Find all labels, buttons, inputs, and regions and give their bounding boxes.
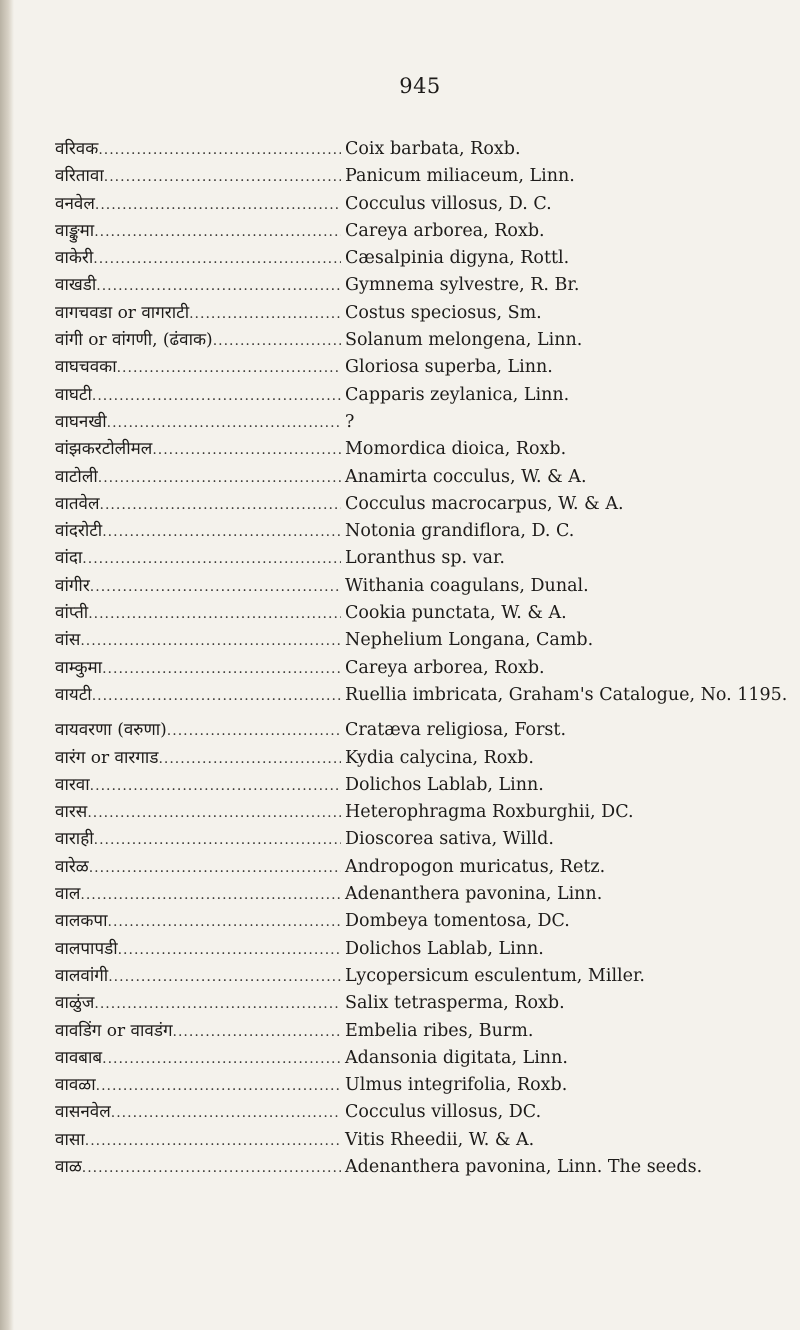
glossary-entry — [55, 990, 795, 1017]
vernacular-name-cell — [55, 936, 341, 963]
botanical-name: Loranthus sp. var. — [345, 548, 505, 569]
dot-leader — [94, 991, 341, 1017]
dot-leader — [117, 355, 341, 381]
botanical-name: Momordica dioica, Roxb. — [345, 439, 567, 460]
vernacular-name-cell — [55, 136, 341, 163]
glossary-entry — [55, 163, 795, 190]
dot-leader — [92, 683, 341, 709]
botanical-name: Cookia punctata, W. & A. — [345, 603, 567, 624]
vernacular-name-cell — [55, 990, 341, 1017]
vernacular-name: वांगीर — [55, 575, 90, 596]
glossary-entry — [55, 491, 795, 518]
dot-leader — [82, 546, 341, 572]
botanical-name: Adansonia digitata, Linn. — [345, 1047, 568, 1068]
botanical-name: Lycopersicum esculentum, Miller. — [345, 965, 645, 986]
dot-leader — [85, 1128, 341, 1154]
vernacular-name: वाळुंज — [55, 993, 95, 1014]
vernacular-name-cell — [55, 745, 341, 772]
botanical-name: Panicum miliaceum, Linn. — [345, 166, 575, 187]
vernacular-name: वाखडी — [55, 275, 97, 296]
dot-leader — [111, 1100, 341, 1126]
glossary-entry — [55, 1127, 795, 1154]
dot-leader — [96, 273, 341, 299]
vernacular-name-cell — [55, 354, 341, 381]
botanical-name: Dolichos Lablab, Linn. — [345, 938, 544, 959]
botanical-name: Anamirta cocculus, W. & A. — [345, 466, 587, 487]
botanical-name: Careya arborea, Roxb. — [345, 220, 545, 241]
dot-leader — [89, 855, 341, 881]
dot-leader — [102, 656, 341, 682]
vernacular-name-cell — [55, 409, 341, 436]
botanical-name: Adenanthera pavonina, Linn. The seeds. — [345, 1156, 703, 1177]
vernacular-name-cell — [55, 163, 341, 190]
dot-leader — [104, 164, 341, 190]
vernacular-name-cell — [55, 772, 341, 799]
dot-leader — [90, 574, 341, 600]
glossary-entry — [55, 518, 795, 545]
vernacular-name-cell — [55, 799, 341, 826]
glossary-entry — [55, 300, 795, 327]
book-binding-shadow — [0, 0, 14, 1330]
dot-leader — [98, 465, 341, 491]
botanical-name: Cocculus villosus, DC. — [345, 1102, 542, 1123]
dot-leader — [87, 800, 341, 826]
vernacular-name: वांदरोटी — [55, 521, 103, 542]
vernacular-name: वालपापडी — [55, 938, 118, 959]
vernacular-name-cell — [55, 518, 341, 545]
botanical-name: Cocculus macrocarpus, W. & A. — [345, 493, 624, 514]
vernacular-name-cell — [55, 826, 341, 853]
dot-leader — [189, 301, 341, 327]
page-number: 945 — [399, 74, 441, 98]
dot-leader — [94, 827, 341, 853]
vernacular-name: वायटी — [55, 684, 92, 705]
vernacular-name: वागचवडा or वागराटी — [55, 302, 190, 323]
vernacular-name: वासा — [55, 1129, 85, 1150]
glossary-entry — [55, 1154, 795, 1181]
vernacular-name: वारवा — [55, 774, 90, 795]
vernacular-name: वाङ्कुमा — [55, 220, 95, 241]
glossary-entry — [55, 191, 795, 218]
glossary-entry — [55, 682, 795, 709]
vernacular-name: वातवेल — [55, 493, 100, 514]
vernacular-name-cell — [55, 545, 341, 572]
vernacular-name-cell — [55, 1127, 341, 1154]
vernacular-name: वावळा — [55, 1075, 96, 1096]
vernacular-name-cell — [55, 881, 341, 908]
botanical-name: Cocculus villosus, D. C. — [345, 193, 552, 214]
botanical-name: Notonia grandiflora, D. C. — [345, 521, 575, 542]
vernacular-name: वारेळ — [55, 856, 89, 877]
glossary-entry — [55, 600, 795, 627]
glossary-entry — [55, 826, 795, 853]
glossary-entry — [55, 717, 795, 744]
vernacular-name: वाकेरी — [55, 248, 94, 269]
vernacular-name: वांप्ती — [55, 603, 89, 624]
vernacular-name-cell — [55, 436, 341, 463]
glossary-entry — [55, 245, 795, 272]
vernacular-name: वारंग or वारगाड — [55, 747, 159, 768]
botanical-name: Careya arborea, Roxb. — [345, 657, 545, 678]
vernacular-name: वाराही — [55, 829, 94, 850]
dot-leader — [108, 909, 342, 935]
vernacular-name: वालवांगी — [55, 965, 109, 986]
vernacular-name: वाघचवका — [55, 357, 117, 378]
vernacular-name-cell — [55, 1072, 341, 1099]
botanical-name: Ulmus integrifolia, Roxb. — [345, 1075, 568, 1096]
glossary-entry — [55, 218, 795, 245]
botanical-name: ? — [345, 411, 355, 432]
botanical-name: Withania coagulans, Dunal. — [345, 575, 589, 596]
botanical-name: Ruellia imbricata, Graham's Catalogue, No. 1195. — [345, 684, 788, 705]
vernacular-name: वाघटी — [55, 384, 92, 405]
vernacular-name: वाम्कुमा — [55, 657, 103, 678]
glossary-entry — [55, 627, 795, 654]
glossary-entry — [55, 1099, 795, 1126]
botanical-name: Nephelium Longana, Camb. — [345, 630, 594, 651]
vernacular-name: वरिवक — [55, 139, 99, 159]
vernacular-name-cell — [55, 300, 341, 327]
vernacular-name-cell — [55, 1099, 341, 1126]
vernacular-name-cell — [55, 682, 341, 709]
glossary-entry — [55, 545, 795, 572]
dot-leader — [88, 601, 341, 627]
dot-leader — [213, 328, 341, 354]
vernacular-name: वासनवेल — [55, 1102, 111, 1123]
botanical-name: Adenanthera pavonina, Linn. — [345, 884, 603, 905]
botanical-name: Gymnema sylvestre, R. Br. — [345, 275, 580, 296]
vernacular-name: वांस — [55, 630, 81, 651]
dot-leader — [98, 137, 341, 163]
vernacular-name-cell — [55, 327, 341, 354]
vernacular-name: वांदा — [55, 548, 83, 569]
botanical-name: Heterophragma Roxburghii, DC. — [345, 802, 634, 823]
dot-leader — [95, 192, 341, 218]
botanical-name: Salix tetrasperma, Roxb. — [345, 993, 565, 1014]
dot-leader — [102, 1046, 341, 1072]
botanical-name: Dolichos Lablab, Linn. — [345, 774, 544, 795]
dot-leader — [167, 718, 341, 744]
vernacular-name: वावडिंग or वावडंग — [55, 1020, 173, 1041]
botanical-name: Coix barbata, Roxb. — [345, 139, 521, 159]
vernacular-name-cell — [55, 191, 341, 218]
dot-leader — [118, 937, 341, 963]
vernacular-name: वावबाब — [55, 1047, 103, 1068]
vernacular-name-cell — [55, 627, 341, 654]
dot-leader — [96, 1073, 341, 1099]
botanical-name: Costus speciosus, Sm. — [345, 302, 542, 323]
vernacular-name: वांझकरटोलीमल — [55, 439, 153, 460]
vernacular-name: वाटोली — [55, 466, 98, 487]
dot-leader — [92, 383, 341, 409]
glossary-entry — [55, 772, 795, 799]
glossary-entry — [55, 908, 795, 935]
glossary-entry — [55, 272, 795, 299]
glossary-entry — [55, 799, 795, 826]
vernacular-name-cell — [55, 1045, 341, 1072]
dot-leader — [107, 410, 341, 436]
botanical-name: Dombeya tomentosa, DC. — [345, 911, 570, 932]
vernacular-name: वांगी or वांगणी, (ढंवाक) — [55, 330, 213, 351]
vernacular-name-cell — [55, 382, 341, 409]
glossary-entry — [55, 1072, 795, 1099]
dot-leader — [100, 492, 341, 518]
vernacular-name: वाळ — [55, 1156, 82, 1177]
botanical-name: Cæsalpinia digyna, Rottl. — [345, 248, 570, 269]
vernacular-name-cell — [55, 717, 341, 744]
vernacular-name: वाघनखी — [55, 411, 107, 432]
dot-leader — [94, 219, 341, 245]
glossary-entry — [55, 573, 795, 600]
botanical-name: Andropogon muricatus, Retz. — [345, 856, 606, 877]
vernacular-name-cell — [55, 963, 341, 990]
glossary-entry — [55, 464, 795, 491]
dot-leader — [82, 1155, 341, 1181]
botanical-name: Solanum melongena, Linn. — [345, 330, 583, 351]
dot-leader — [173, 1019, 341, 1045]
glossary-entry — [55, 409, 795, 436]
vernacular-name-cell — [55, 854, 341, 881]
vernacular-name: वालकपा — [55, 911, 108, 932]
vernacular-name-cell — [55, 245, 341, 272]
vernacular-name-cell — [55, 491, 341, 518]
glossary-entry — [55, 382, 795, 409]
botanical-name: Cratæva religiosa, Forst. — [345, 720, 567, 741]
glossary-entry — [55, 136, 795, 163]
glossary-list — [55, 136, 795, 1181]
vernacular-name: वायवरणा (वरुणा) — [55, 720, 167, 741]
dot-leader — [158, 746, 341, 772]
vernacular-name-cell — [55, 1154, 341, 1181]
vernacular-name: वाल — [55, 884, 81, 905]
vernacular-name-cell — [55, 600, 341, 627]
glossary-entry — [55, 436, 795, 463]
glossary-entry — [55, 327, 795, 354]
dot-leader — [90, 773, 341, 799]
glossary-entry — [55, 936, 795, 963]
glossary-entry — [55, 1018, 795, 1045]
vernacular-name-cell — [55, 655, 341, 682]
glossary-entry — [55, 655, 795, 682]
botanical-name: Embelia ribes, Burm. — [345, 1020, 534, 1041]
botanical-name: Capparis zeylanica, Linn. — [345, 384, 570, 405]
glossary-entry — [55, 354, 795, 381]
vernacular-name-cell — [55, 218, 341, 245]
vernacular-name: वारस — [55, 802, 88, 823]
vernacular-name-cell — [55, 908, 341, 935]
dot-leader — [152, 437, 341, 463]
vernacular-name-cell — [55, 464, 341, 491]
glossary-entry — [55, 745, 795, 772]
dot-leader — [93, 246, 341, 272]
botanical-name: Dioscorea sativa, Willd. — [345, 829, 554, 850]
botanical-name: Kydia calycina, Roxb. — [345, 747, 534, 768]
vernacular-name-cell — [55, 573, 341, 600]
glossary-entry — [55, 963, 795, 990]
botanical-name: Gloriosa superba, Linn. — [345, 357, 553, 378]
glossary-entry — [55, 1045, 795, 1072]
dot-leader — [108, 964, 341, 990]
botanical-name: Vitis Rheedii, W. & A. — [345, 1129, 535, 1150]
dot-leader — [102, 519, 341, 545]
dot-leader — [80, 882, 341, 908]
glossary-entry — [55, 854, 795, 881]
vernacular-name-cell — [55, 272, 341, 299]
dot-leader — [80, 628, 341, 654]
vernacular-name: वरितावा — [55, 166, 104, 187]
glossary-entry — [55, 881, 795, 908]
vernacular-name: वनवेल — [55, 193, 95, 214]
vernacular-name-cell — [55, 1018, 341, 1045]
